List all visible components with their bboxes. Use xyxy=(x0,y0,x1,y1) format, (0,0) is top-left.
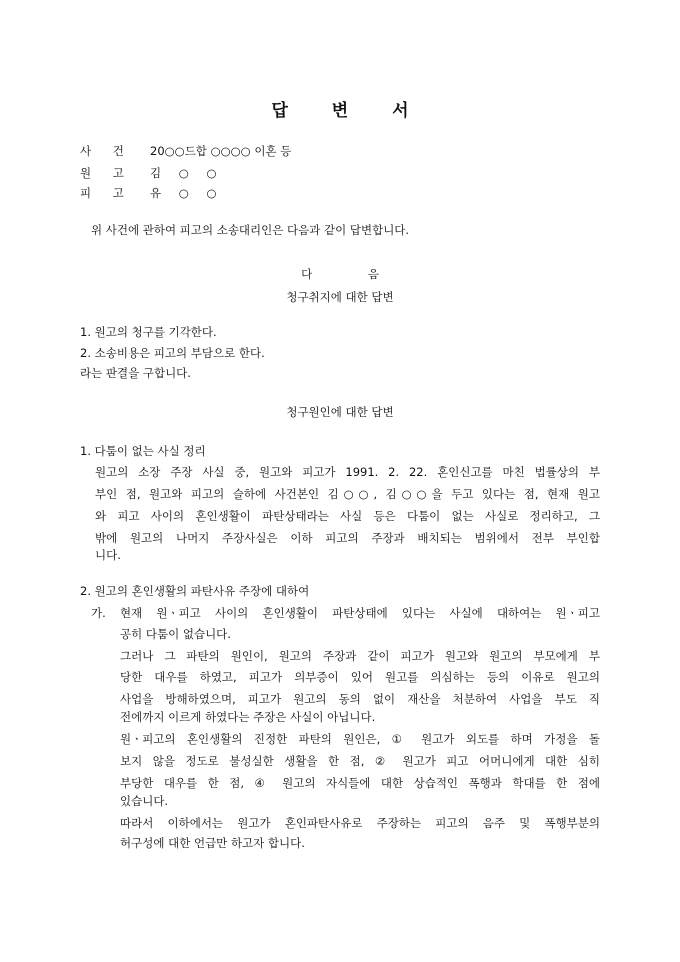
plaintiff-info-row xyxy=(80,164,217,182)
defendant-label: 피 고 xyxy=(80,186,124,200)
document-title: 답 변 서 xyxy=(271,101,409,121)
heading-next: 다 음 xyxy=(301,267,379,281)
cause-item-2a-line: 당한 대우를 하였고, 피고가 의부증이 있어 원고를 의심하는 등의 이유로 원고의 xyxy=(120,670,600,684)
case-label: 사 건 xyxy=(80,144,124,158)
cause-item-2a-line: 허구성에 대한 언급만 하고자 합니다. xyxy=(120,836,305,850)
claim-purpose-item-2: 2. 소송비용은 피고의 부담으로 한다. xyxy=(80,346,265,360)
cause-item-2a-first-line: 가. 현재 원ㆍ피고 사이의 혼인생활이 파탄상태에 있다는 사실에 대하여는 원ㆍ피고 xyxy=(91,606,600,620)
heading-claim-cause: 청구원인에 대한 답변 xyxy=(286,405,394,419)
plaintiff-value: 김 ○ ○ xyxy=(150,166,217,180)
cause-item-1-title: 1. 다툼이 없는 사실 정리 xyxy=(80,444,206,458)
intro-paragraph: 위 사건에 관하여 피고의 소송대리인은 다음과 같이 답변합니다. xyxy=(91,223,410,237)
heading-claim-purpose: 청구취지에 대한 답변 xyxy=(286,290,394,304)
defendant-info-row xyxy=(80,184,217,202)
cause-item-2a-line: 그러나 그 파탄의 원인이, 원고의 주장과 같이 피고가 원고와 원고의 부모에게 부 xyxy=(120,649,600,663)
claim-purpose-item-1: 1. 원고의 청구를 기각한다. xyxy=(80,325,217,339)
cause-item-2a-line: 전에까지 이르게 하였다는 주장은 사실이 아닙니다. xyxy=(120,710,376,724)
cause-item-2a-line: 보지 않을 정도로 불성실한 생활을 한 점, ② 원고가 피고 어머니에게 대한 심히 xyxy=(120,754,600,768)
cause-item-2-title: 2. 원고의 혼인생활의 파탄사유 주장에 대하여 xyxy=(80,584,310,598)
cause-item-2a-line: 공히 다툼이 없습니다. xyxy=(120,627,231,641)
plaintiff-label: 원 고 xyxy=(80,166,124,180)
cause-item-2a-line: 따라서 이하에서는 원고가 혼인파탄사유로 주장하는 피고의 음주 및 폭행부분의 xyxy=(120,816,600,830)
cause-item-2a-line: 있습니다. xyxy=(120,794,169,808)
cause-item-2a-line: 부당한 대우를 한 점, ④ 원고의 자식들에 대한 상습적인 폭행과 학대를 한 점에 xyxy=(120,776,600,790)
case-value: 20○○드합 ○○○○ 이혼 등 xyxy=(150,144,292,158)
cause-item-1-line: 와 피고 사이의 혼인생활이 파탄상태라는 사실 등은 다툼이 없는 사실로 정리하고, 그 xyxy=(95,509,600,523)
defendant-value: 유 ○ ○ xyxy=(150,186,217,200)
cause-item-1-line: 밖에 원고의 나머지 주장사실은 이하 피고의 주장과 배치되는 범위에서 전부 부인합 xyxy=(95,531,600,545)
cause-item-1-line: 니다. xyxy=(95,548,121,562)
cause-item-2a-line: 사업을 방해하였으며, 피고가 원고의 동의 없이 재산을 처분하여 사업을 부도 직 xyxy=(120,692,600,706)
case-info-row xyxy=(80,142,291,160)
cause-item-1-line: 부인 점, 원고와 피고의 슬하에 사건본인 김○○, 김○○을 두고 있다는 점, 현재 원고 xyxy=(95,487,600,501)
cause-item-1-line: 원고의 소장 주장 사실 중, 원고와 피고가 1991. 2. 22. 혼인신고를 마친 법률상의 부 xyxy=(95,465,600,479)
cause-item-2a-line: 원ㆍ피고의 혼인생활의 진정한 파탄의 원인은, ① 원고가 외도를 하며 가정을 돌 xyxy=(120,732,600,746)
claim-purpose-closing: 라는 판결을 구합니다. xyxy=(80,366,191,380)
